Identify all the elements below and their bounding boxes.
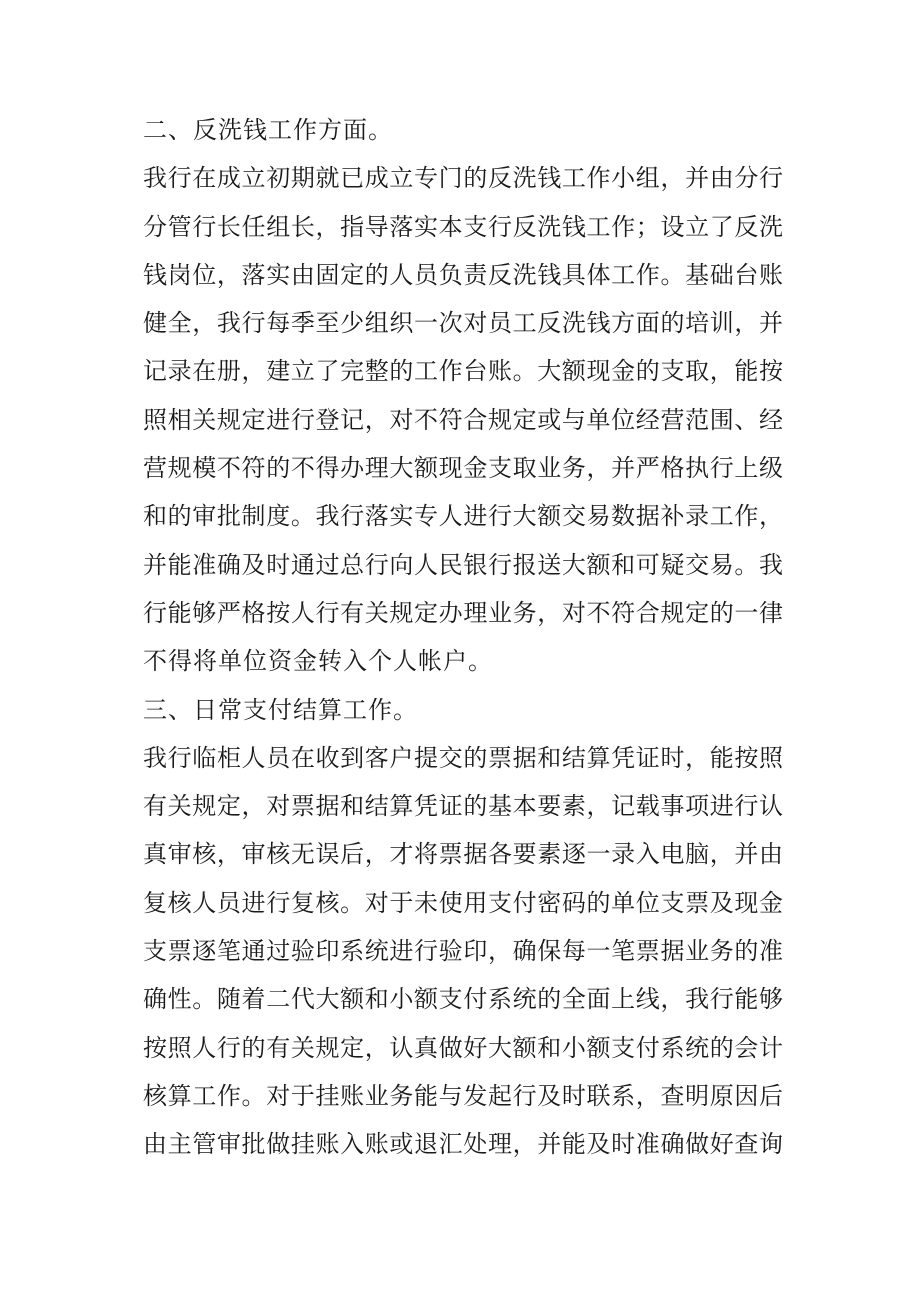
paragraph-line: 支票逐笔通过验印系统进行验印，确保每一笔票据业务的准 (143, 937, 783, 966)
paragraph-line: 健全，我行每季至少组织一次对员工反洗钱方面的培训，并 (143, 309, 783, 338)
paragraph-line: 营规模不符的不得办理大额现金支取业务，并严格执行上级 (143, 454, 783, 483)
paragraph-line: 复核人员进行复核。对于未使用支付密码的单位支票及现金 (143, 888, 783, 917)
paragraph-line: 真审核，审核无误后，才将票据各要素逐一录入电脑，并由 (143, 840, 783, 869)
paragraph-line: 我行临柜人员在收到客户提交的票据和结算凭证时，能按照 (143, 743, 783, 772)
paragraph-line: 核算工作。对于挂账业务能与发起行及时联系，查明原因后 (143, 1081, 783, 1110)
paragraph-line: 不得将单位资金转入个人帐户。 (143, 647, 493, 676)
paragraph-line: 有关规定，对票据和结算凭证的基本要素，记载事项进行认 (143, 792, 783, 821)
paragraph-line: 记录在册，建立了完整的工作台账。大额现金的支取，能按 (143, 357, 783, 386)
paragraph-line: 照相关规定进行登记，对不符合规定或与单位经营范围、经 (143, 405, 783, 434)
section-heading-anti-money-laundering: 二、反洗钱工作方面。 (143, 116, 393, 144)
paragraph-line: 和的审批制度。我行落实专人进行大额交易数据补录工作， (143, 502, 783, 531)
paragraph-line: 分管行长任组长，指导落实本支行反洗钱工作；设立了反洗 (143, 212, 783, 241)
section-heading-payment-settlement: 三、日常支付结算工作。 (143, 695, 418, 724)
paragraph-line: 钱岗位，落实由固定的人员负责反洗钱具体工作。基础台账 (143, 260, 783, 289)
paragraph-line: 按照人行的有关规定，认真做好大额和小额支付系统的会计 (143, 1033, 783, 1062)
paragraph-line: 确性。随着二代大额和小额支付系统的全面上线，我行能够 (143, 985, 783, 1014)
paragraph-line: 我行在成立初期就已成立专门的反洗钱工作小组，并由分行 (143, 164, 783, 193)
paragraph-line: 行能够严格按人行有关规定办理业务，对不符合规定的一律 (143, 598, 783, 627)
paragraph-line: 并能准确及时通过总行向人民银行报送大额和可疑交易。我 (143, 550, 783, 579)
paragraph-line: 由主管审批做挂账入账或退汇处理，并能及时准确做好查询 (143, 1130, 783, 1159)
document-body (143, 106, 783, 1169)
